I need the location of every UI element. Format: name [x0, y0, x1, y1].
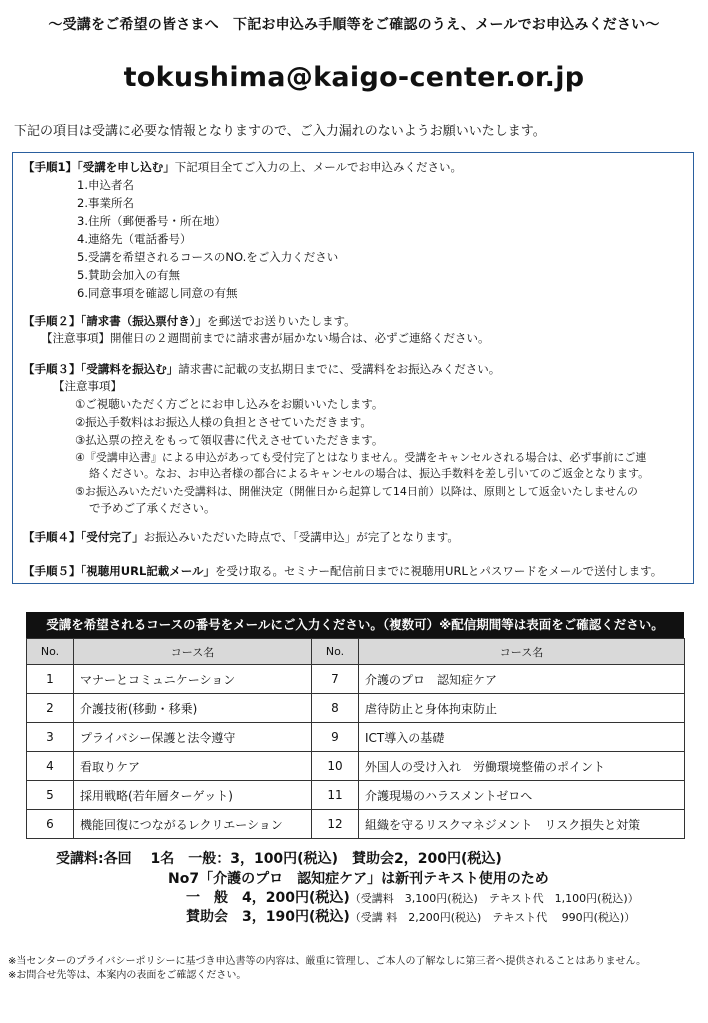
fee-member: [186, 906, 635, 926]
table-row: [27, 781, 685, 810]
step1-item: 5.賛助会加入の有無: [77, 268, 180, 282]
col-no: No.: [27, 639, 74, 665]
course-name: 介護現場のハラスメントゼロへ: [359, 781, 685, 810]
course-name: 介護技術(移動・移乗): [74, 694, 312, 723]
step3-note: で予めご了承ください。: [89, 501, 216, 515]
step1-item: 4.連絡先（電話番号）: [77, 232, 192, 246]
step1-text: 下記項目全てご入力の上、メールでお申込みください。: [174, 160, 463, 174]
fee-general: [186, 887, 639, 907]
step1-item: 5.受講を希望されるコースのNO.をご入力ください: [77, 250, 339, 264]
step2-text: を郵送でお送りいたします。: [207, 314, 356, 328]
step1-item: 3.住所（郵便番号・所在地）: [77, 214, 226, 228]
course-name: 組織を守るリスクマネジメント リスク損失と対策: [359, 810, 685, 839]
course-table-header-row: [27, 639, 685, 665]
step4-title: 「受付完了」: [80, 530, 144, 544]
step1-title: 「受講を申し込む」: [77, 160, 175, 174]
course-no: 7: [312, 665, 359, 694]
col-name: コース名: [74, 639, 312, 665]
step2-note: 【注意事項】開催日の２週間前までに請求書が届かない場合は、必ずご連絡ください。: [41, 331, 490, 345]
step3-note-label: 【注意事項】: [53, 379, 122, 393]
step1-label: 【手順1】: [23, 160, 78, 174]
step3-note: 絡ください。なお、お申込者様の都合によるキャンセルの場合は、振込手数料を差し引いてのご返金となります。: [89, 467, 650, 480]
course-name: 虐待防止と身体拘束防止: [359, 694, 685, 723]
fee-member-label: 賛助会 3，190円(税込): [186, 909, 350, 925]
contact-email[interactable]: tokushima@kaigo-center.or.jp: [123, 62, 585, 93]
footer-note: ※当センターのプライバシーポリシーに基づき申込書等の内容は、厳重に管理し、ご本人の了解なしに第三者へ提供されることはありません。: [8, 956, 647, 967]
course-table-section: [26, 612, 684, 839]
course-table: [26, 638, 685, 839]
col-name: コース名: [359, 639, 685, 665]
step5-line: [23, 563, 662, 579]
course-name: 介護のプロ 認知症ケア: [359, 665, 685, 694]
course-no: 8: [312, 694, 359, 723]
step1-line: [23, 159, 462, 175]
fee-general-label: 一 般 4，200円(税込): [186, 890, 350, 906]
course-no: 11: [312, 781, 359, 810]
step4-line: [23, 529, 459, 545]
step2-label: 【手順２】: [23, 314, 81, 328]
step1-item: 1.申込者名: [77, 178, 134, 192]
course-no: 1: [27, 665, 74, 694]
fee-line-standard: 受講料:各回 1名 一般：3，100円(税込) 賛助会2，200円(税込): [56, 851, 502, 867]
course-name: マナーとコミュニケーション: [74, 665, 312, 694]
step1-item: 2.事業所名: [77, 196, 134, 210]
step3-note: ①ご視聴いただく方ごとにお申し込みをお願いいたします。: [75, 397, 384, 411]
step5-label: 【手順５】: [23, 564, 81, 578]
step3-line: [23, 361, 500, 377]
course-name: 外国人の受け入れ 労働環境整備のポイント: [359, 752, 685, 781]
table-row: [27, 665, 685, 694]
step4-label: 【手順４】: [23, 530, 81, 544]
page-header: ～受講をご希望の皆さまへ 下記お申込み手順等をご確認のうえ、メールでお申込みください～: [48, 17, 660, 33]
step5-title: 「視聴用URL記載メール」: [80, 564, 216, 578]
course-name: 看取りケア: [74, 752, 312, 781]
step3-text: 請求書に記載の支払期日までに、受講料をお振込みください。: [178, 362, 501, 376]
table-row: [27, 694, 685, 723]
course-no: 12: [312, 810, 359, 839]
step3-note: ④『受講申込書』による申込があっても受付完了とはなりません。受講をキャンセルされる場合は、必ず事前にご連: [75, 451, 647, 464]
step3-title: 「受講料を振込む」: [80, 362, 179, 376]
table-row: [27, 810, 685, 839]
step3-label: 【手順３】: [23, 362, 81, 376]
table-row: [27, 723, 685, 752]
step4-text: お振込みいただいた時点で、「受講申込」が完了となります。: [143, 530, 459, 544]
course-table-heading: 受講を希望されるコースの番号をメールにご入力ください。（複数可）※配信期間等は表面をご確認ください。: [26, 612, 684, 638]
course-name: プライバシー保護と法令遵守: [74, 723, 312, 752]
step2-line: [23, 313, 356, 329]
course-no: 3: [27, 723, 74, 752]
step3-note: ③払込票の控えをもって領収書に代えさせていただきます。: [75, 433, 384, 447]
step5-text: を受け取る。セミナー配信前日までに視聴用URLとパスワードをメールで送付します。: [215, 564, 663, 578]
course-no: 2: [27, 694, 74, 723]
course-no: 6: [27, 810, 74, 839]
course-no: 5: [27, 781, 74, 810]
step3-note: ②振込手数料はお振込人様の負担とさせていただきます。: [75, 415, 372, 429]
col-no: No.: [312, 639, 359, 665]
course-no: 10: [312, 752, 359, 781]
course-no: 9: [312, 723, 359, 752]
intro-text: 下記の項目は受講に必要な情報となりますので、ご入力漏れのないようお願いいたします。: [14, 124, 546, 139]
course-name: 採用戦略(若年層ターゲット): [74, 781, 312, 810]
course-name: ICT導入の基礎: [359, 723, 685, 752]
step1-item: 6.同意事項を確認し同意の有無: [77, 286, 238, 300]
step2-title: 「請求書（振込票付き）」: [80, 314, 207, 328]
footer-note: ※お問合せ先等は、本案内の表面をご確認ください。: [8, 970, 247, 981]
fee-line-note: No7「介護のプロ 認知症ケア」は新刊テキスト使用のため: [168, 871, 549, 887]
table-row: [27, 752, 685, 781]
course-name: 機能回復につながるレクリエーション: [74, 810, 312, 839]
course-no: 4: [27, 752, 74, 781]
fee-general-detail: （受講料 3,100円(税込) テキスト代 1,100円(税込)）: [349, 892, 639, 905]
step3-note: ⑤お振込みいただいた受講料は、開催決定（開催日から起算して14日前）以降は、原則として返金いたしませんの: [75, 485, 638, 498]
fee-member-detail: （受講 料 2,200円(税込) テキスト代 990円(税込)）: [349, 911, 636, 924]
steps-box: [12, 152, 694, 584]
